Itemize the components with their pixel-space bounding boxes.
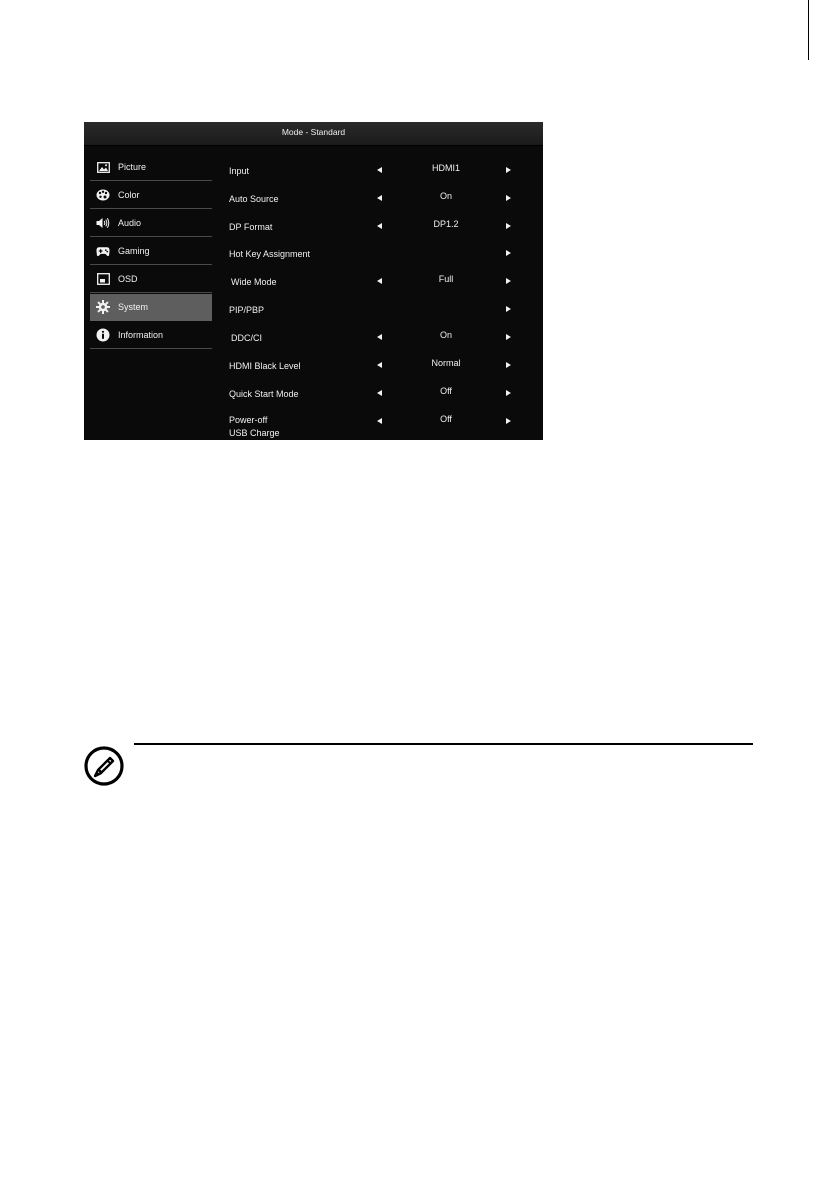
note-rule (134, 743, 753, 745)
arrow-left-icon[interactable] (377, 278, 382, 284)
arrow-right-icon[interactable] (506, 418, 511, 424)
setting-value: On (439, 191, 452, 201)
setting-label: Quick Start Mode (229, 389, 299, 399)
setting-value: HDMI1 (431, 163, 460, 173)
setting-label: Power-off (229, 415, 268, 425)
arrow-right-icon[interactable] (506, 334, 511, 340)
arrow-right-icon[interactable] (506, 362, 511, 368)
setting-row-ddc-ci[interactable] (84, 327, 543, 351)
setting-row-dp-format[interactable] (84, 216, 543, 240)
setting-label-second-line: USB Charge (229, 428, 280, 438)
setting-row-wide-mode[interactable] (84, 271, 543, 295)
setting-value: Off (440, 386, 452, 396)
setting-row-power-off-usb-charge[interactable] (84, 411, 543, 440)
setting-label: DP Format (229, 222, 273, 232)
setting-row-hot-key-assignment[interactable] (84, 243, 543, 267)
arrow-left-icon[interactable] (377, 418, 382, 424)
arrow-right-icon[interactable] (506, 250, 511, 256)
arrow-left-icon[interactable] (377, 223, 382, 229)
note-pen-icon (83, 745, 125, 787)
setting-value: DP1.2 (433, 219, 459, 229)
osd-title: Mode - Standard (281, 127, 346, 137)
arrow-right-icon[interactable] (506, 390, 511, 396)
arrow-left-icon[interactable] (377, 362, 382, 368)
setting-value: Off (440, 414, 452, 424)
setting-value: Normal (431, 358, 461, 368)
arrow-right-icon[interactable] (506, 195, 511, 201)
arrow-right-icon[interactable] (506, 278, 511, 284)
osd-menu-panel (84, 122, 543, 440)
setting-label: Input (229, 166, 250, 176)
setting-label: Wide Mode (231, 277, 277, 287)
setting-row-quick-start-mode[interactable] (84, 383, 543, 407)
sidebar-item-label: System (118, 302, 149, 312)
setting-row-pip-pbp[interactable] (84, 299, 543, 323)
sidebar-item-label: Audio (118, 218, 142, 228)
sidebar-item-label: Information (118, 330, 164, 340)
arrow-right-icon[interactable] (506, 167, 511, 173)
sidebar-item-label: Gaming (118, 246, 150, 256)
arrow-left-icon[interactable] (377, 390, 382, 396)
sidebar-item-label: Color (118, 190, 140, 200)
arrow-left-icon[interactable] (377, 195, 382, 201)
setting-label: PIP/PBP (229, 305, 265, 315)
arrow-left-icon[interactable] (377, 167, 382, 173)
setting-value: On (439, 330, 452, 340)
setting-row-input[interactable] (84, 160, 543, 184)
setting-value: Full (438, 274, 454, 284)
sidebar-item-label: Picture (118, 162, 147, 172)
arrow-right-icon[interactable] (506, 306, 511, 312)
page-edge-marker (808, 0, 809, 60)
setting-label: Auto Source (229, 194, 279, 204)
settings-list (84, 122, 543, 440)
arrow-right-icon[interactable] (506, 223, 511, 229)
setting-label: HDMI Black Level (229, 361, 301, 371)
sidebar-item-label: OSD (118, 274, 138, 284)
setting-label: DDC/CI (231, 333, 262, 343)
setting-row-auto-source[interactable] (84, 188, 543, 212)
arrow-left-icon[interactable] (377, 334, 382, 340)
setting-label: Hot Key Assignment (229, 249, 311, 259)
setting-row-hdmi-black-level[interactable] (84, 355, 543, 379)
